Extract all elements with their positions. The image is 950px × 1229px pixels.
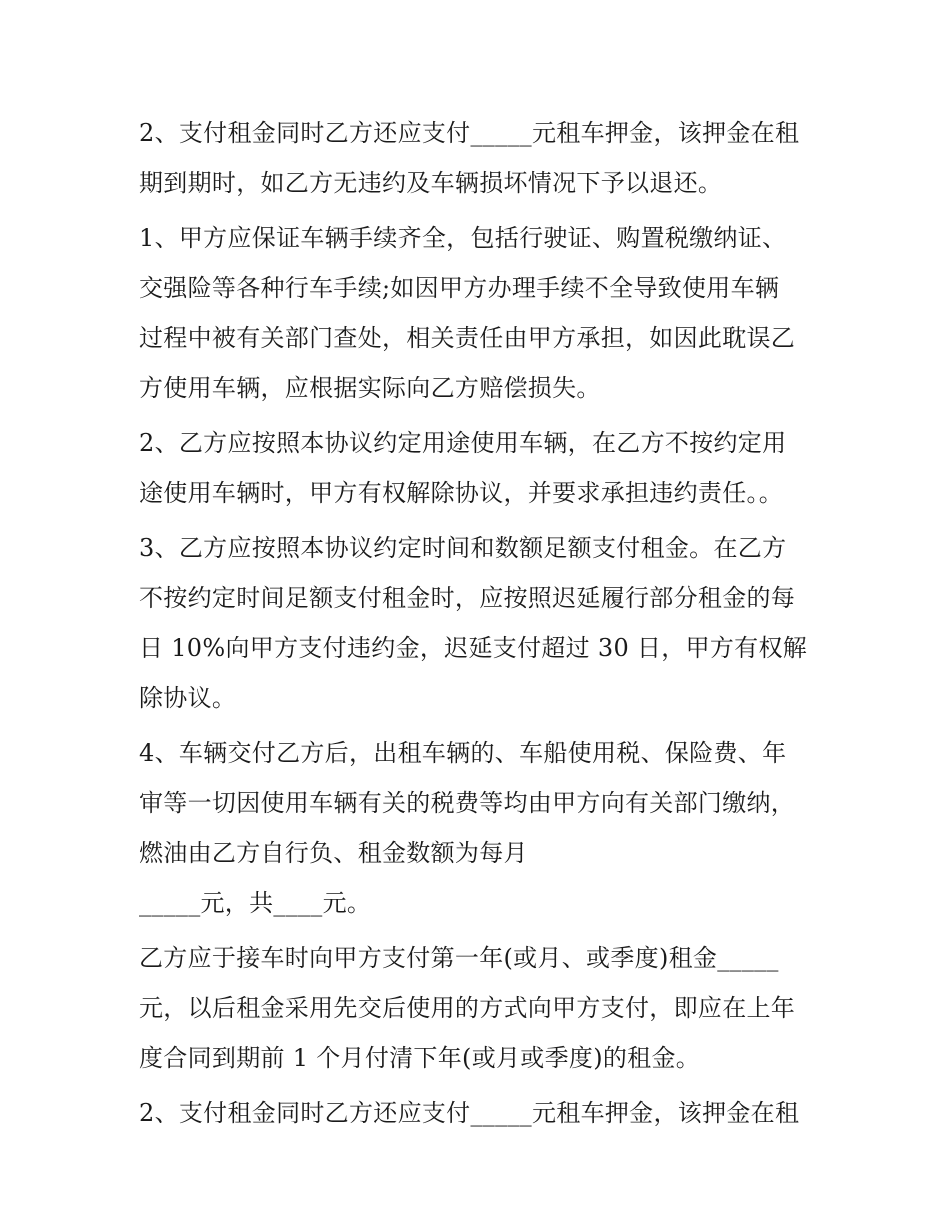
text-line: _____元，共____元。 [139,889,372,917]
paragraph-taxes-fees [139,728,819,878]
text-line: 1、甲方应保证车辆手续齐全，包括行驶证、购置税缴纳证、 [139,224,787,252]
text-line: 不按约定时间足额支付租金时，应按照迟延履行部分租金的每 [139,584,796,612]
text-line: 2、支付租金同时乙方还应支付_____元租车押金，该押金在租 [139,119,800,147]
paragraph-usage [139,418,819,518]
text-line: 方使用车辆，应根据实际向乙方赔偿损失。 [139,374,601,402]
paragraph-deposit [139,108,819,208]
text-line: 燃油由乙方自行负、租金数额为每月 [139,839,528,867]
text-line: 3、乙方应按照本协议约定时间和数额足额支付租金。在乙方 [139,534,787,562]
paragraph-rent-amount [139,878,819,928]
text-line: 期到期时，如乙方无违约及车辆损坏情况下予以退还。 [139,169,723,197]
text-line: 2、乙方应按照本协议约定用途使用车辆，在乙方不按约定用 [139,429,787,457]
text-line: 2、支付租金同时乙方还应支付_____元租车押金，该押金在租 [139,1099,800,1127]
text-line: 4、车辆交付乙方后，出租车辆的、车船使用税、保险费、年 [139,739,787,767]
text-line: 途使用车辆时，甲方有权解除协议，并要求承担违约责任。。 [139,479,784,507]
text-line: 乙方应于接车时向甲方支付第一年(或月、或季度)租金_____ [139,944,779,972]
document-body [139,108,819,1143]
text-line: 交强险等各种行车手续;如因甲方办理手续不全导致使用车辆 [139,274,780,302]
paragraph-prepayment [139,933,819,1083]
text-line: 审等一切因使用车辆有关的税费等均由甲方向有关部门缴纳， [139,789,796,817]
paragraph-payment-terms [139,523,819,723]
text-line: 过程中被有关部门查处，相关责任由甲方承担，如因此耽误乙 [139,324,796,352]
text-line: 除协议。 [139,684,237,712]
text-line: 元，以后租金采用先交后使用的方式向甲方支付，即应在上年 [139,994,796,1022]
text-line: 度合同到期前 1 个月付清下年(或月或季度)的租金。 [139,1044,701,1072]
text-line: 日 10%向甲方支付违约金，迟延支付超过 30 日，甲方有权解 [139,634,808,662]
paragraph-deposit-repeat [139,1088,819,1138]
paragraph-party-a-obligation [139,213,819,413]
